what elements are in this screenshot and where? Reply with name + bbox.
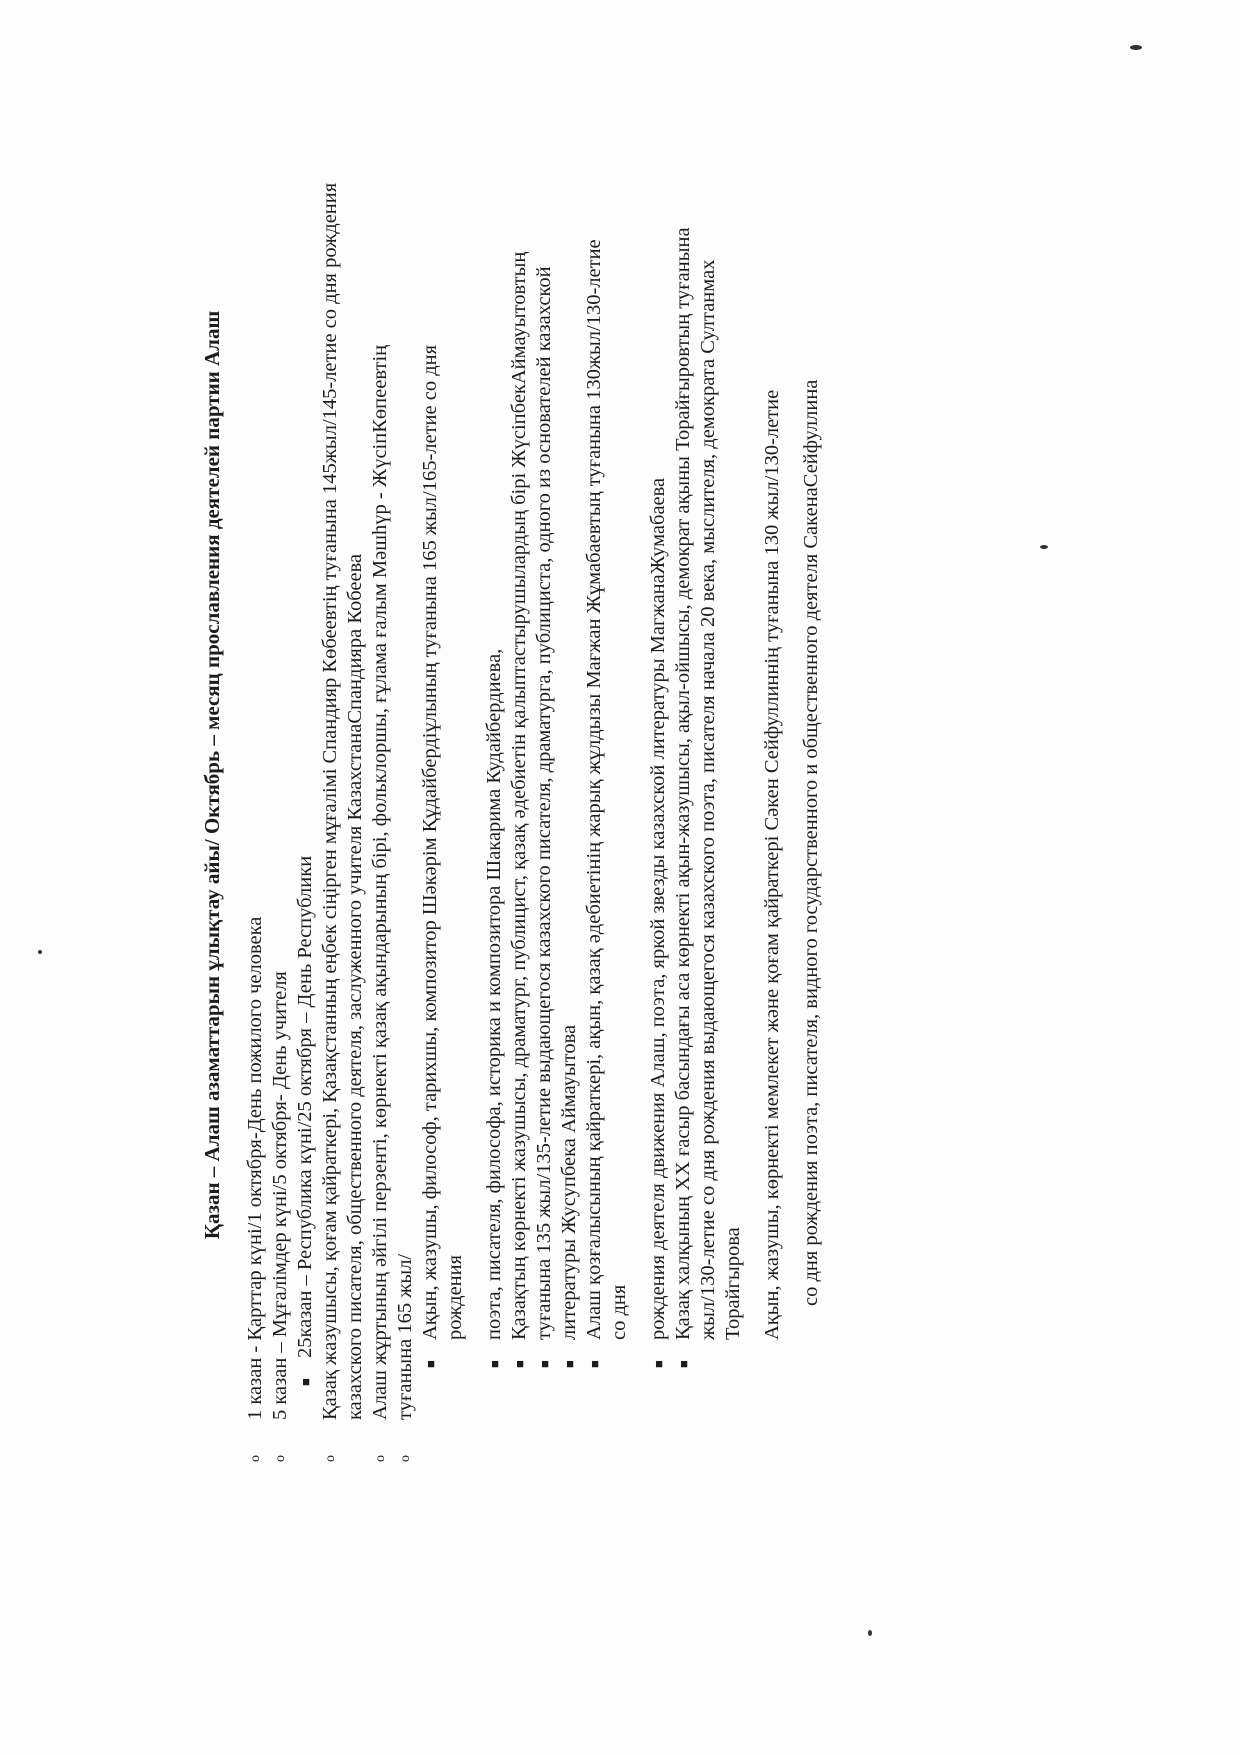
square-bullet-icon: ■ <box>512 1360 527 1368</box>
square-bullet-icon: ■ <box>487 1360 502 1368</box>
spacer <box>785 75 799 1340</box>
scan-speck <box>1130 45 1142 50</box>
circle-bullet-icon: o <box>323 1455 338 1462</box>
list-item-continuation: Торайгырова <box>722 1227 744 1340</box>
list-item: ■ 25казан – Республика күні/25 октября – День Республики <box>294 855 316 1386</box>
list-item-continuation: рождения <box>444 1254 466 1340</box>
list-item-continuation: жыл/130-летие со дня рождения выдающегося казахского поэта, писателя начала 20 века, мыслителя, демократа Султанмах <box>697 259 719 1340</box>
list-item: o 5 казан – Мұғалімдер күні/5 октября- День учителя <box>269 971 291 1462</box>
square-bullet-icon: ■ <box>587 1360 602 1368</box>
list-item: o Алаш жұртының әйгілі перзенті, көрнекті қазақ ақындарының бірі, фольклоршы, ғұлама ғалым Мәшһүр - ЖүсіпКөпеевтің <box>369 344 391 1462</box>
list-item: ■ рождения деятеля движения Алаш, поэта, яркой звезды казахской литературы МагжанаЖумабаева <box>647 477 669 1368</box>
spacer <box>468 75 482 1340</box>
square-bullet-icon: ■ <box>562 1360 577 1368</box>
list-item-continuation: казахского писателя, общественного деятеля, заслуженного учителя КазахстанаСпандияра Кобеева <box>344 553 366 1420</box>
list-item: ■ Қазақтың көрнекті жазушысы, драматург, публицист, қазақ әдебиетін қалыптастырушылардың бірі ЖүсіпбекАймауытовтың <box>508 251 530 1368</box>
square-bullet-icon: ■ <box>298 1378 313 1386</box>
page-title: Қазан – Алаш азаматтарын ұлықтау айы/ Октябрь – месяц прославления деятелей партии Алаш <box>200 310 224 1240</box>
list-item: ■ туғанына 135 жыл/135-летие выдающегося казахского писателя, драматурга, публициста, одного из основателей казахской <box>533 266 555 1368</box>
circle-bullet-icon: o <box>248 1455 263 1462</box>
square-bullet-icon: ■ <box>651 1360 666 1368</box>
list-item: o туғанына 165 жыл/ <box>394 1253 416 1462</box>
circle-bullet-icon: o <box>398 1455 413 1462</box>
rotated-text-block <box>200 75 900 1475</box>
list-item: ■ Алаш қозғалысының қайраткері, ақын, қазақ әдебиетінің жарық жұлдызы Мағжан Жұмабаевтың туғанына 130жыл/130-летие <box>583 239 605 1368</box>
scan-speck <box>868 1630 872 1636</box>
square-bullet-icon: ■ <box>423 1360 438 1368</box>
list-item: ■ Ақын, жазушы, философ, тарихшы, композитор Шәкәрім Құдайбердіұлының туғанына 165 жыл/165-летие со дня <box>419 344 441 1368</box>
list-item: ■ поэта, писателя, философа, историка и композитора Шакарима Кудайбердиева, <box>483 648 505 1368</box>
list-item: ■ Қазақ халқының ХХ ғасыр басындағы аса көрнекті ақын-жазушысы, ақыл-ойшысы, демократ ақыны Торайғыровтың туғанына <box>672 227 694 1368</box>
list-item-continuation: со дня рождения поэта, писателя, видного государственного и общественного деятеля СакенаСейфуллина <box>800 379 822 1306</box>
list-item-continuation: со дня <box>608 1284 630 1340</box>
sub-list <box>418 75 824 1475</box>
spacer <box>632 75 646 1340</box>
list-item-continuation: Ақын, жазушы, көрнекті мемлекет және қоғам қайраткері Сәкен Сейфуллиннің туғанына 130 жыл/130-летие <box>761 389 783 1340</box>
event-list <box>243 75 418 1475</box>
spacer <box>746 75 760 1340</box>
list-item: o Қазақ жазушысы, қоғам қайраткері, Қазақстанның еңбек сіңірген мұғалімі Спандияр Көбеевтің туғанына 145жыл/145-летие со дня рождения <box>319 182 341 1462</box>
square-bullet-icon: ■ <box>537 1360 552 1368</box>
scan-speck <box>1040 545 1048 549</box>
circle-bullet-icon: o <box>273 1455 288 1462</box>
square-bullet-icon: ■ <box>676 1360 691 1368</box>
circle-bullet-icon: o <box>373 1455 388 1462</box>
scan-speck <box>38 950 42 954</box>
list-item: o 1 казан - Қарттар күні/1 октября-День пожилого человека <box>244 916 266 1462</box>
list-item: ■ литературы Жусупбека Аймауытова <box>558 1024 580 1368</box>
